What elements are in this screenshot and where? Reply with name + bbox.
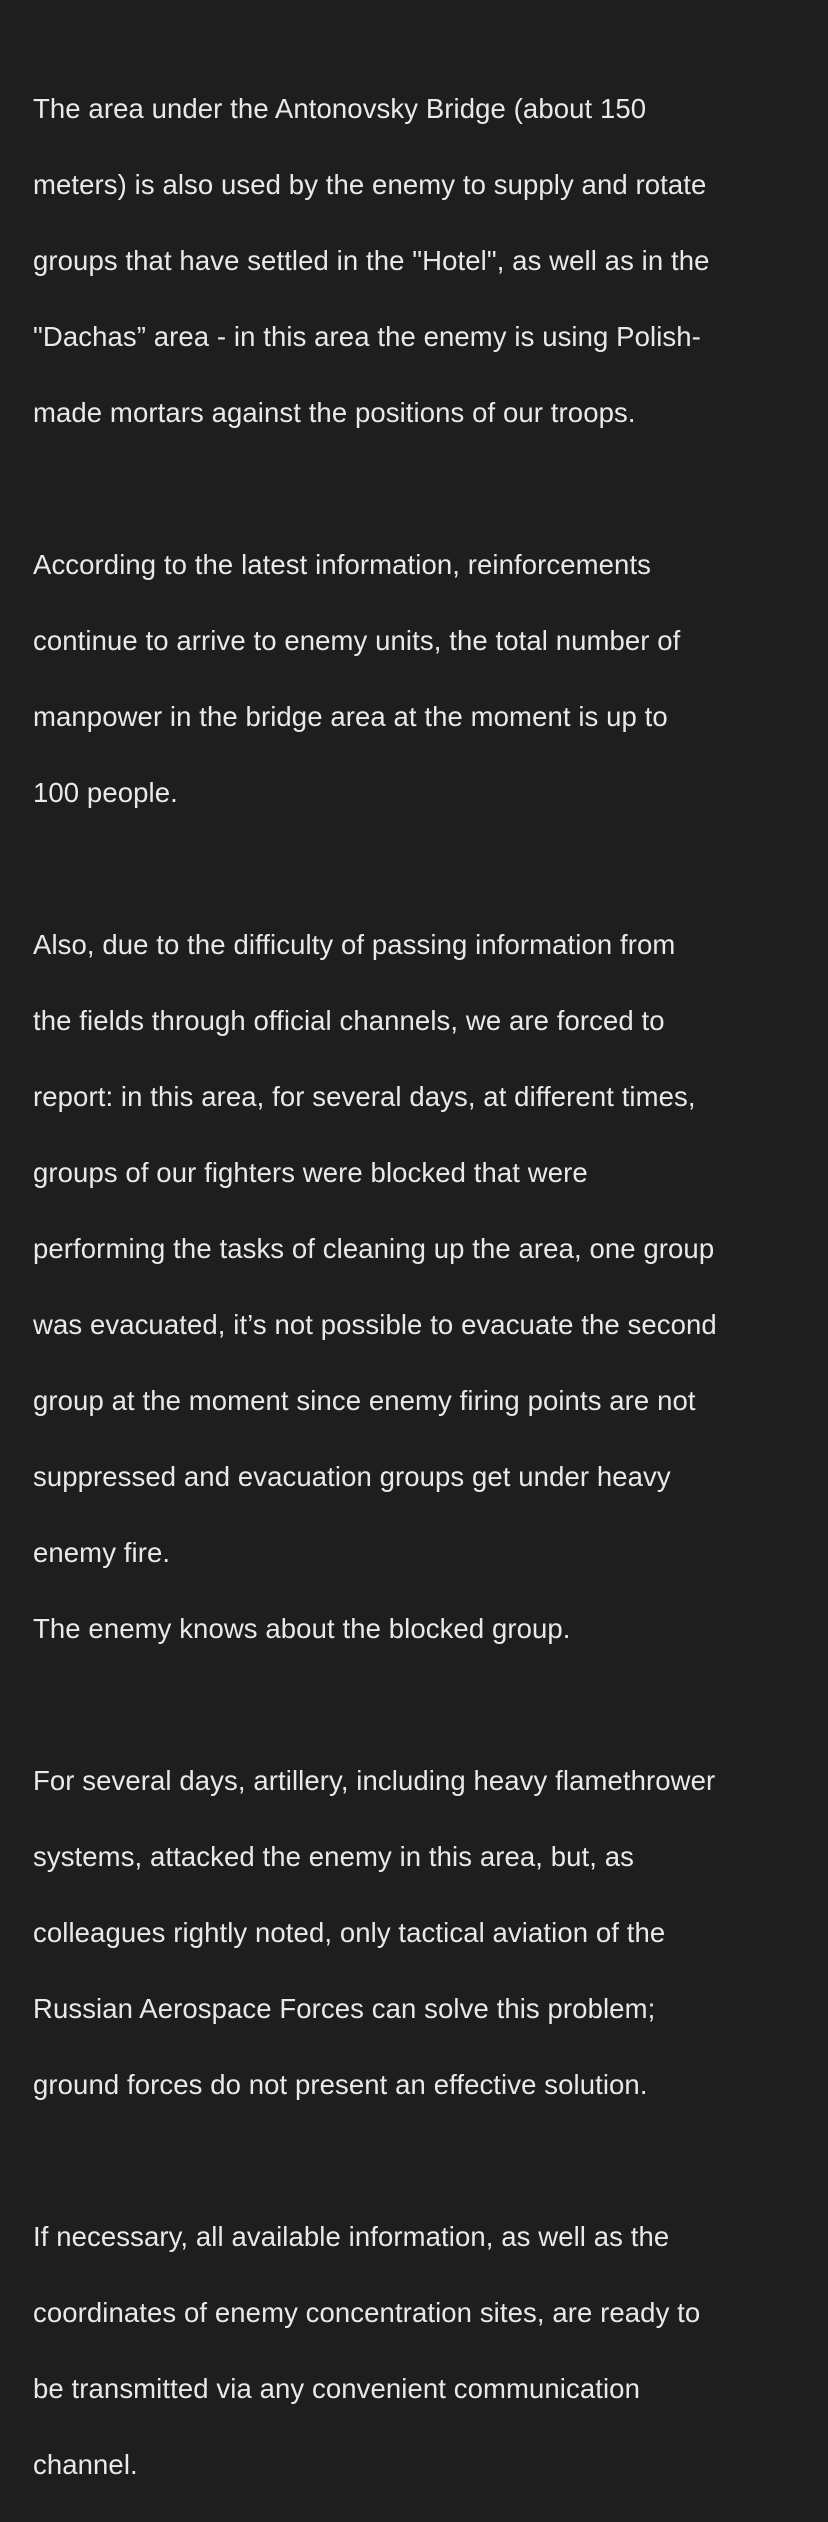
- text-line: groups that have settled in the "Hotel", as well as in the: [33, 245, 710, 276]
- message-text: [33, 52, 813, 2522]
- text-line: suppressed and evacuation groups get under heavy: [33, 1461, 671, 1492]
- text-line: Russian Aerospace Forces can solve this problem;: [33, 1993, 656, 2024]
- text-line: channel.: [33, 2449, 138, 2480]
- text-line: 100 people.: [33, 777, 178, 808]
- text-line: For several days, artillery, including heavy flamethrower: [33, 1765, 716, 1796]
- text-line: group at the moment since enemy firing points are not: [33, 1385, 696, 1416]
- text-line: be transmitted via any convenient communication: [33, 2373, 640, 2404]
- text-line: made mortars against the positions of our troops.: [33, 397, 636, 428]
- text-line: The enemy knows about the blocked group.: [33, 1613, 571, 1644]
- text-line: meters) is also used by the enemy to supply and rotate: [33, 169, 707, 200]
- text-line: was evacuated, it’s not possible to evacuate the second: [33, 1309, 717, 1340]
- paragraph-coordinates: [33, 2180, 813, 2522]
- text-line: ground forces do not present an effective solution.: [33, 2069, 648, 2100]
- paragraph-bridge-supply: [33, 52, 813, 470]
- paragraph-blocked-group: [33, 888, 813, 1686]
- text-line: manpower in the bridge area at the moment is up to: [33, 701, 668, 732]
- text-line: "Dachas” area - in this area the enemy is using Polish-: [33, 321, 701, 352]
- paragraph-artillery: [33, 1724, 813, 2142]
- text-line: If necessary, all available information, as well as the: [33, 2221, 670, 2252]
- text-line: colleagues rightly noted, only tactical aviation of the: [33, 1917, 666, 1948]
- text-line: continue to arrive to enemy units, the total number of: [33, 625, 681, 656]
- text-line: coordinates of enemy concentration sites, are ready to: [33, 2297, 701, 2328]
- text-line: groups of our fighters were blocked that were: [33, 1157, 588, 1188]
- text-line: report: in this area, for several days, at different times,: [33, 1081, 696, 1112]
- text-line: Also, due to the difficulty of passing information from: [33, 929, 676, 960]
- text-line: performing the tasks of cleaning up the area, one group: [33, 1233, 715, 1264]
- text-line: systems, attacked the enemy in this area, but, as: [33, 1841, 635, 1872]
- text-line: The area under the Antonovsky Bridge (about 150: [33, 93, 647, 124]
- text-line: enemy fire.: [33, 1537, 171, 1568]
- paragraph-reinforcements: [33, 508, 813, 850]
- text-line: According to the latest information, reinforcements: [33, 549, 652, 580]
- text-line: the fields through official channels, we are forced to: [33, 1005, 665, 1036]
